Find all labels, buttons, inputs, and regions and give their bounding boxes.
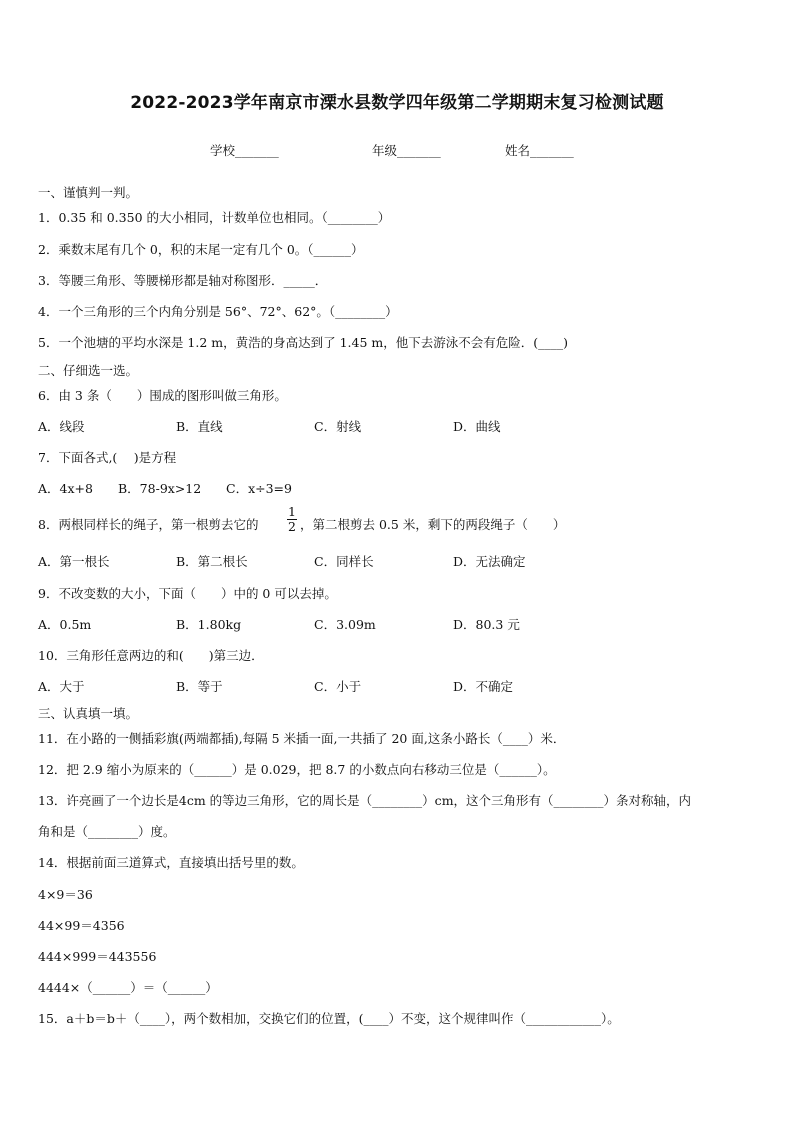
question-12: 12．把 2.9 缩小为原来的（______）是 0.029，把 8.7 的小数点向右移动三位是（______）。 [38, 762, 556, 777]
option: B．第二根长 [176, 554, 248, 569]
option: B．1.80kg [176, 617, 242, 632]
question-13-continued: 角和是（________）度。 [38, 824, 176, 839]
grade-field: 年级_______ [372, 143, 441, 158]
question-3: 3．等腰三角形、等腰梯形都是轴对称图形．_____． [38, 273, 328, 288]
equation: 4×9＝36 [38, 887, 93, 902]
section-heading: 二、仔细选一选。 [38, 363, 139, 378]
fraction-one-half [286, 505, 298, 534]
option: A．第一根长 [38, 554, 110, 569]
question-1: 1．0.35 和 0.350 的大小相同，计数单位也相同。（________） [38, 210, 391, 225]
question-11: 11．在小路的一侧插彩旗(两端都插),每隔 5 米插一面,一共插了 20 面,这条小路长（____）米． [38, 731, 566, 746]
option: C．射线 [314, 419, 362, 434]
option: B．78-9x>12 [118, 481, 202, 496]
section-heading: 三、认真填一填。 [38, 706, 139, 721]
question-8-continued: ，第二根剪去 0.5 米，剩下的两段绳子（ ） [300, 517, 566, 532]
option: D．无法确定 [453, 554, 526, 569]
option: B．等于 [176, 679, 223, 694]
option: A．4x+8 [38, 481, 93, 496]
equation: 44×99＝4356 [38, 918, 125, 933]
option: C．3.09m [314, 617, 376, 632]
question-5: 5．一个池塘的平均水深是 1.2 m，黄浩的身高达到了 1.45 m，他下去游泳不会有危险．(____) [38, 335, 569, 350]
option: C．x÷3=9 [226, 481, 292, 496]
question-13: 13．许亮画了一个边长是4cm 的等边三角形，它的周长是（________）cm，这个三角形有（________）条对称轴，内 [38, 793, 692, 808]
question-15: 15．a＋b＝b＋（____），两个数相加，交换它们的位置，(____）不变，这个规律叫作（____________）。 [38, 1011, 620, 1026]
option: D．不确定 [453, 679, 514, 694]
option: A．大于 [38, 679, 85, 694]
option: A．线段 [38, 419, 85, 434]
question-9: 9．不改变数的大小，下面（ ）中的 0 可以去掉。 [38, 586, 337, 601]
question-7: 7．下面各式,( )是方程 [38, 450, 177, 465]
option: D．曲线 [453, 419, 501, 434]
option: A．0.5m [38, 617, 92, 632]
option: D．80.3 元 [453, 617, 520, 632]
page-title: 2022-2023学年南京市溧水县数学四年级第二学期期末复习检测试题 [130, 93, 664, 113]
question-14: 14．根据前面三道算式，直接填出括号里的数。 [38, 855, 304, 870]
section-heading: 一、谨慎判一判。 [38, 185, 139, 200]
equation: 4444×（______）＝（______） [38, 980, 218, 995]
question-6: 6．由 3 条（ ）围成的图形叫做三角形。 [38, 388, 287, 403]
question-2: 2．乘数末尾有几个 0，积的末尾一定有几个 0。（______） [38, 242, 364, 257]
question-4: 4．一个三角形的三个内角分别是 56°、72°、62°。（________） [38, 304, 398, 319]
option: C．小于 [314, 679, 362, 694]
fraction-numerator: 1 [288, 504, 296, 519]
fraction-denominator: 2 [288, 519, 296, 534]
question-8: 8．两根同样长的绳子，第一根剪去它的 [38, 517, 259, 532]
name-field: 姓名_______ [505, 143, 574, 158]
option: C．同样长 [314, 554, 374, 569]
option: B．直线 [176, 419, 223, 434]
equation: 444×999＝443556 [38, 949, 157, 964]
school-field: 学校_______ [210, 143, 279, 158]
question-10: 10．三角形任意两边的和( )第三边． [38, 648, 264, 663]
